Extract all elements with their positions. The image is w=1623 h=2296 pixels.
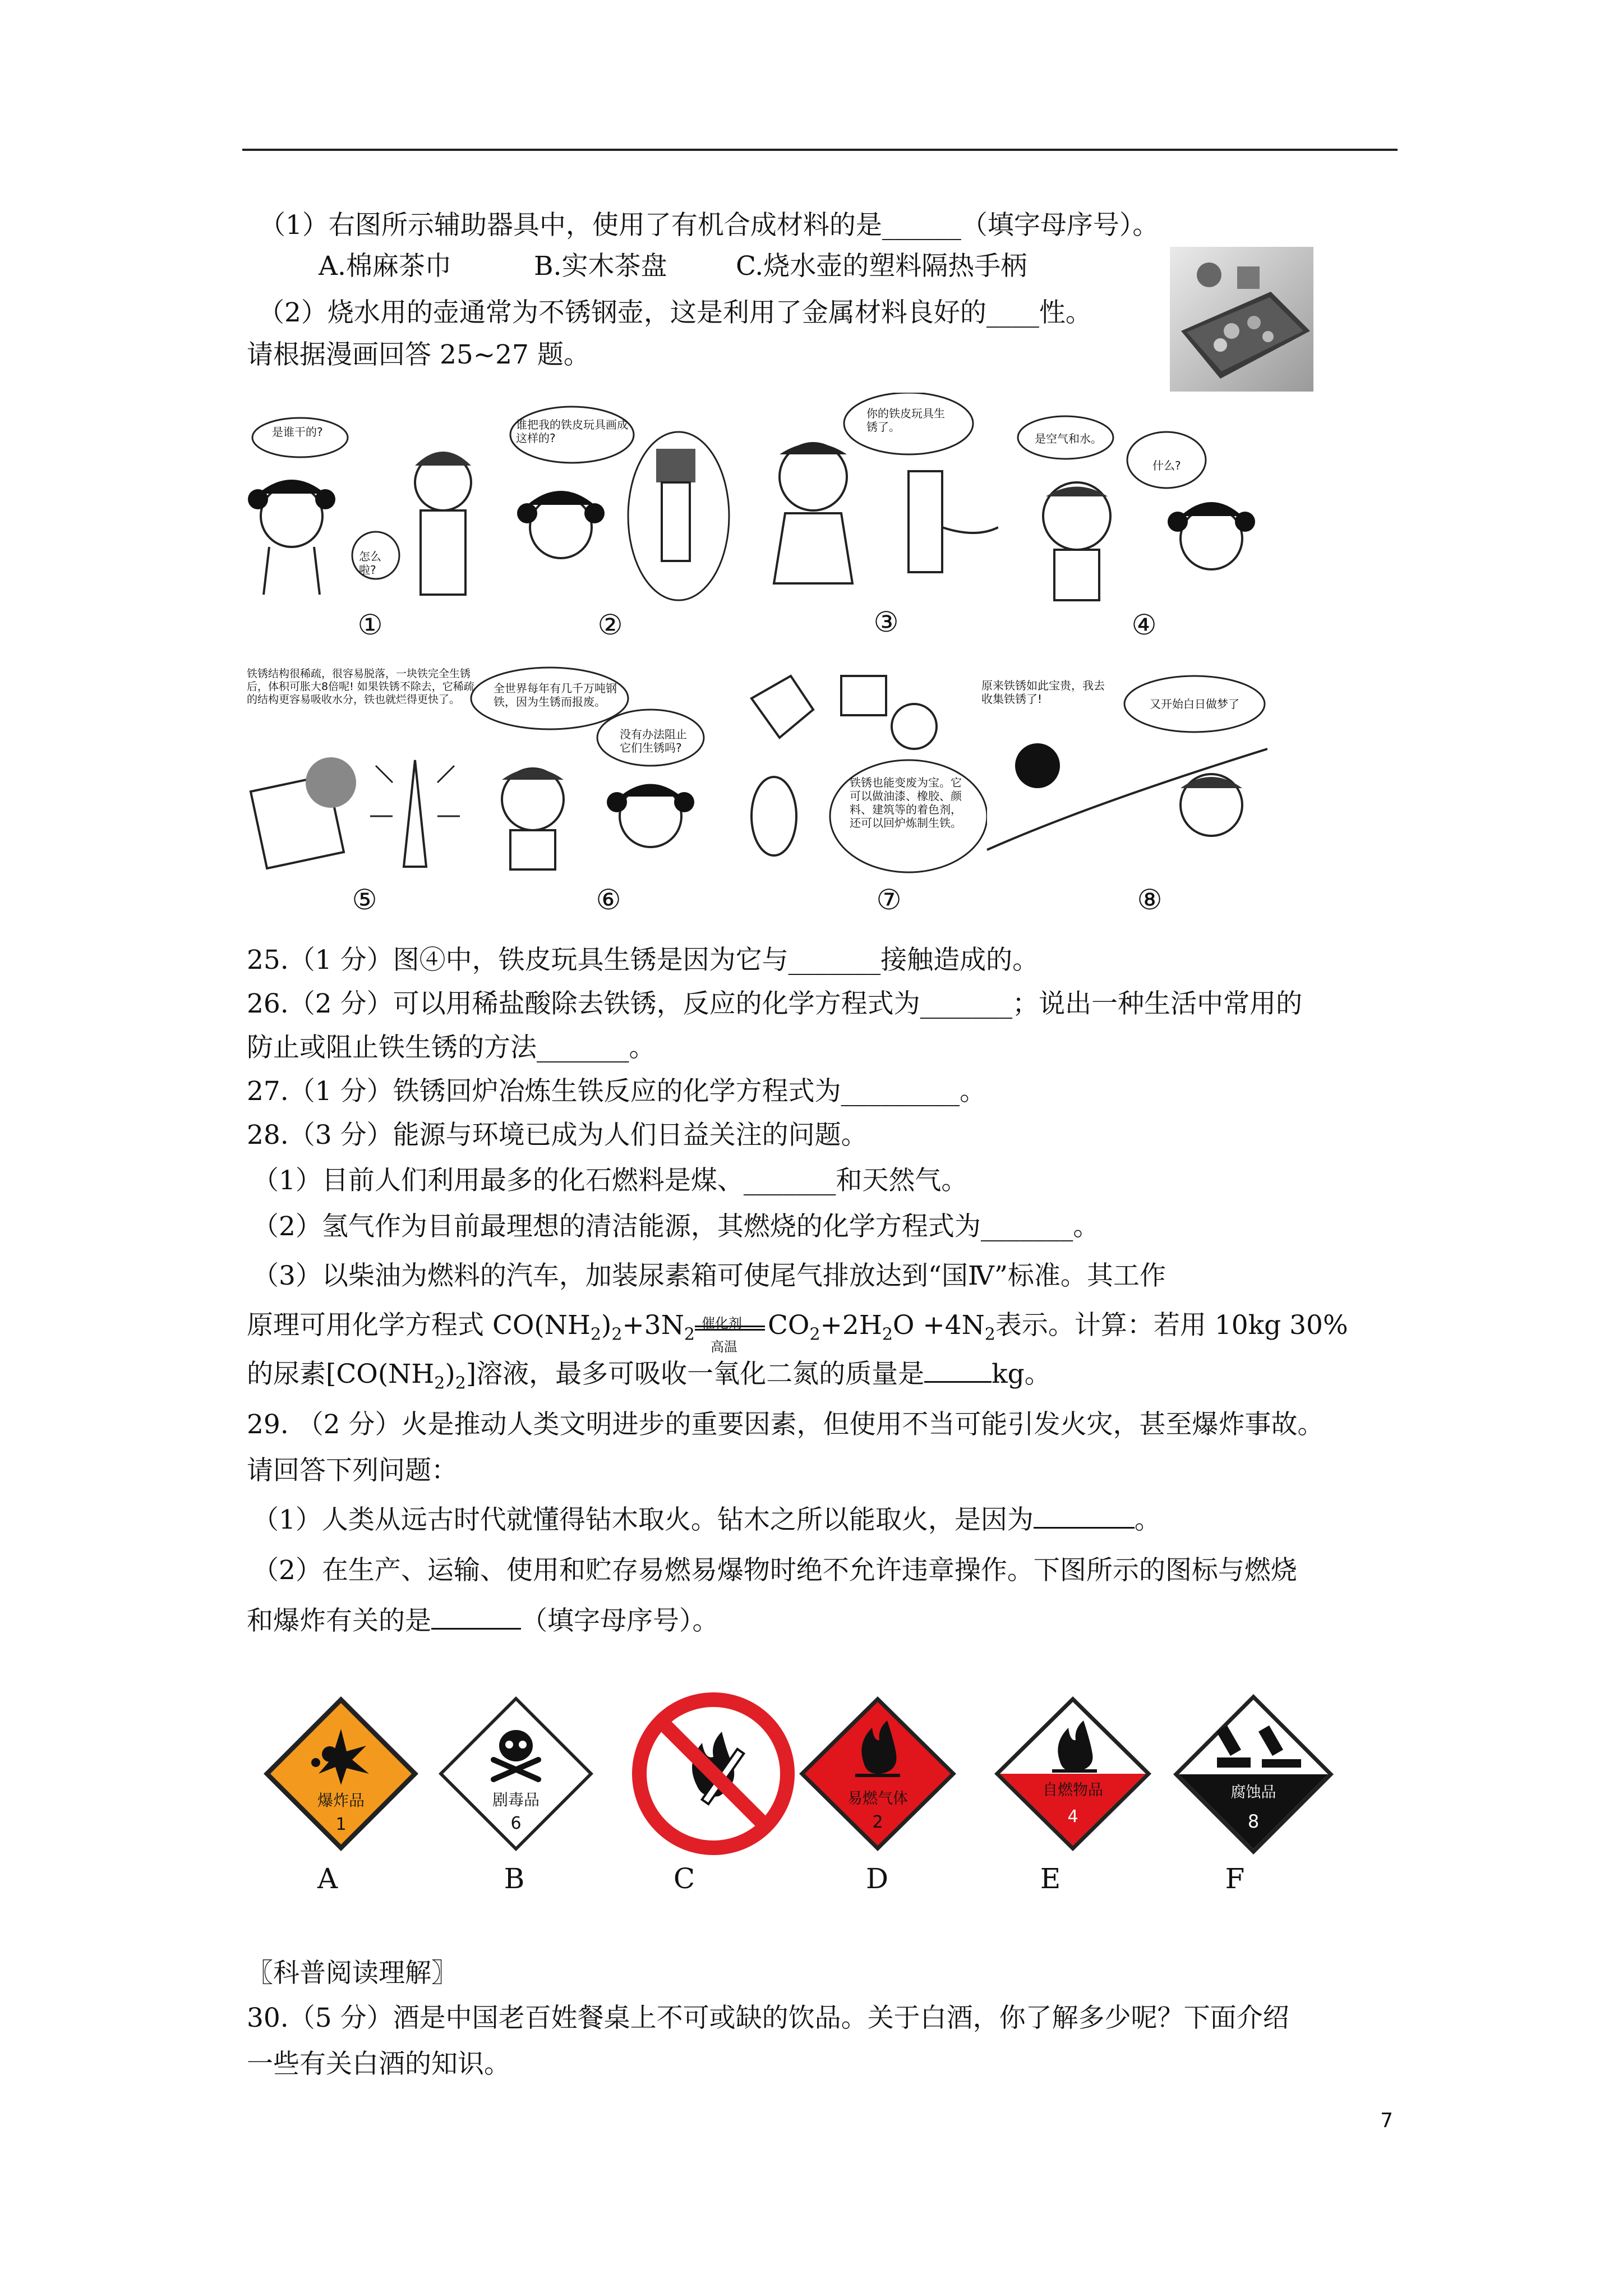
explosive-sign-icon: [262, 1695, 419, 1852]
cartoon-7-caption: 铁锈也能变废为宝。它可以做油漆、橡胶、颜料、建筑等的着色剂，还可以回炉炼制生铁。: [850, 776, 962, 830]
answer-blank-28-3[interactable]: [924, 1359, 992, 1383]
spontaneous-combustion-sign-number: 4: [1067, 1807, 1078, 1826]
tea-tray-photo: [1170, 247, 1313, 392]
cartoon-3-caption: 你的铁皮玩具生锈了。: [866, 407, 945, 434]
flammable-gas-sign-icon: [796, 1695, 959, 1852]
no-fire-sign-icon: [629, 1690, 797, 1858]
cartoon-number-4: ④: [1131, 609, 1157, 641]
cartoon-number-3: ③: [873, 606, 899, 638]
header-rule: [242, 149, 1398, 151]
question-29-part2-line1: （2）在生产、运输、使用和贮存易燃易爆物时绝不允许违章操作。下图所示的图标与燃烧: [252, 1555, 1297, 1586]
cartoon-number-8: ⑧: [1137, 884, 1163, 916]
question-30-line1: 30.（5 分）酒是中国老百姓餐桌上不可或缺的饮品。关于白酒，你了解多少呢？下面介绍: [247, 2003, 1289, 2033]
cartoon-8-caption-b: 又开始白日做梦了: [1150, 697, 1239, 711]
q24-intro: 请根据漫画回答 25~27 题。: [247, 339, 590, 370]
cartoon-row-1: [247, 393, 1267, 606]
question-30-line2: 一些有关白酒的知识。: [247, 2049, 510, 2079]
question-29-line2: 请回答下列问题：: [247, 1455, 458, 1486]
cartoon-8-caption-a: 原来铁锈如此宝贵，我去收集铁锈了!: [981, 679, 1105, 706]
question-26-line1: 26.（2 分）可以用稀盐酸除去铁锈，反应的化学方程式为_______；说出一种生活中常用的: [247, 988, 1303, 1019]
cartoon-4-caption-a: 是空气和水。: [1035, 432, 1102, 445]
question-28-part3-equation: 原理可用化学方程式 $CO(NH_2)_2+3N_2$ 催化剂 高温 $CO_2+2H_2O +4N_2$表示。计算：若用 10kg 30%: [247, 1309, 1348, 1351]
sign-letter-c: C: [673, 1862, 695, 1895]
cartoon-number-7: ⑦: [876, 884, 902, 916]
catalyst-label: 催化剂: [701, 1315, 742, 1331]
sign-letter-e: E: [1040, 1862, 1061, 1895]
cartoon-6-caption-a: 全世界每年有几千万吨钢铁，因为生锈而报废。: [494, 682, 617, 708]
question-29-part1: （1）人类从远古时代就懂得钻木取火。钻木之所以能取火，是因为 。: [252, 1504, 1161, 1535]
q24-option-b: B.实木茶盘: [534, 251, 667, 282]
cartoon-1-caption-a: 是谁干的?: [272, 425, 323, 439]
question-28-part3-line1: （3）以柴油为燃料的汽车，加装尿素箱可使尾气排放达到“国Ⅳ”标准。其工作: [252, 1260, 1166, 1291]
q24-part2: （2）烧水用的壶通常为不锈钢壶，这是利用了金属材料良好的____性。: [258, 297, 1092, 328]
corrosive-sign-label: 腐蚀品: [1230, 1784, 1276, 1801]
cartoon-row-2: [247, 665, 1267, 878]
cartoon-6-caption-b: 没有办法阻止它们生锈吗?: [620, 728, 687, 754]
toxic-sign-label: 剧毒品: [492, 1791, 540, 1809]
sign-letter-a: A: [317, 1862, 338, 1895]
question-26-line2: 防止或阻止铁生锈的方法_______。: [247, 1032, 656, 1063]
question-25: 25.（1 分）图④中，铁皮玩具生锈是因为它与_______接触造成的。: [247, 945, 1039, 976]
answer-blank-29-2[interactable]: [431, 1605, 521, 1630]
answer-blank-29-1[interactable]: [1034, 1504, 1135, 1529]
cartoon-number-5: ⑤: [352, 884, 377, 916]
cartoon-number-2: ②: [597, 609, 623, 641]
q24-part1: （1）右图所示辅助器具中，使用了有机合成材料的是______（填字母序号）。: [259, 210, 1159, 241]
toxic-sign-number: 6: [510, 1814, 522, 1833]
cartoon-1-caption-b: 怎么啦?: [359, 550, 381, 577]
toxic-sign-icon: [437, 1695, 594, 1852]
question-28-part2: （2）氢气作为目前最理想的清洁能源，其燃烧的化学方程式为_______。: [252, 1211, 1100, 1242]
question-28-part1: （1）目前人们利用最多的化石燃料是煤、_______和天然气。: [252, 1165, 968, 1196]
sign-letter-f: F: [1225, 1862, 1245, 1895]
question-29-part2-line2: 和爆炸有关的是 （填字母序号）。: [247, 1605, 719, 1636]
question-28-part3-line3: 的尿素$[CO(NH_2)_2]$溶液，最多可吸收一氧化二氮的质量是 kg。: [247, 1359, 1051, 1393]
corrosive-sign-icon: [1172, 1693, 1335, 1856]
cartoon-panel-1: [247, 415, 488, 606]
sign-letter-d: D: [865, 1862, 889, 1895]
corrosive-sign-number: 8: [1247, 1811, 1260, 1832]
q24-option-c: C.烧水壶的塑料隔热手柄: [736, 251, 1027, 282]
cartoon-4-caption-b: 什么?: [1152, 459, 1181, 472]
sign-letter-b: B: [504, 1862, 525, 1895]
q24-option-a: A.棉麻茶巾: [319, 251, 451, 282]
flammable-gas-sign-number: 2: [872, 1812, 883, 1832]
reading-section-title: 〖科普阅读理解〗: [247, 1958, 458, 1989]
cartoon-5-caption: 铁锈结构很稀疏，很容易脱落，一块铁完全生锈后，体积可胀大8倍呢! 如果铁锈不除去，它稀疏的结构更容易吸收水分，铁也就烂得更快了。: [247, 668, 474, 706]
cartoon-number-1: ①: [357, 609, 383, 641]
spontaneous-combustion-sign-label: 自燃物品: [1043, 1782, 1103, 1799]
flammable-gas-sign-label: 易燃气体: [847, 1790, 908, 1807]
heat-label: 高温: [710, 1339, 737, 1355]
spontaneous-combustion-sign-icon: [992, 1695, 1154, 1852]
question-27: 27.（1 分）铁锈回炉冶炼生铁反应的化学方程式为_________。: [247, 1076, 986, 1107]
cartoon-2-caption: 谁把我的铁皮玩具画成这样的?: [516, 418, 628, 445]
cartoon-number-6: ⑥: [596, 884, 621, 916]
question-29-line1: 29. （2 分）火是推动人类文明进步的重要因素，但使用不当可能引发火灾，甚至爆炸事故。: [247, 1409, 1324, 1440]
question-28: 28.（3 分）能源与环境已成为人们日益关注的问题。: [247, 1120, 868, 1151]
cartoon-panel-5: [247, 749, 482, 872]
explosive-sign-number: 1: [335, 1815, 347, 1834]
page-number: 7: [1380, 2109, 1393, 2132]
explosive-sign-label: 爆炸品: [317, 1791, 365, 1810]
cartoon-panel-7: [729, 665, 987, 878]
